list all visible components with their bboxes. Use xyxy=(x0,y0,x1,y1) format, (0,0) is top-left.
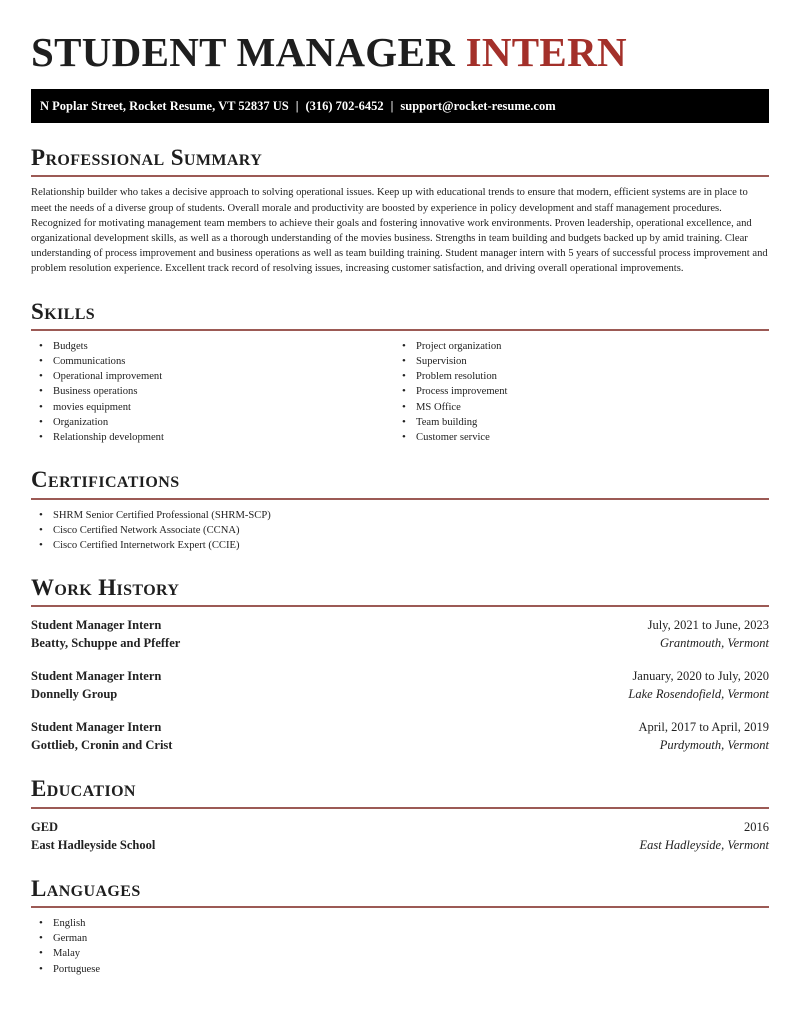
skill-item: • Organization xyxy=(31,415,400,430)
skill-item: • Team building xyxy=(400,415,769,430)
summary-text: Relationship builder who takes a decisive approach to solving operational issues. Keep up with educational trends to ensure that modern, efficient systems are in place to meet the needs of a diverse group of students. Overall morale and productivity are boosted by experience in policy development and staff management procedures. Recognized for motivating management team members to achieve their goals and fostering innovative work environments. Proven leadership, operational excellence, and organizational development skills, as well as a thorough understanding of the movies business. Strengths in team building and budgets backed up by amid training. Clear understanding of process improvement and business operations as well as team building training. Student manager intern with 5 years of successful process improvement and problem resolution experience. Excellent track record of resolving issues, increasing customer satisfaction, and driving overall operational improvements. xyxy=(31,187,768,275)
skill-item: • Budgets xyxy=(31,339,400,354)
skills-column-right xyxy=(400,339,769,445)
contact-separator: | xyxy=(390,98,394,113)
skill-item: • Relationship development xyxy=(31,430,400,445)
skills-list-left xyxy=(31,339,400,445)
skill-item: • Operational improvement xyxy=(31,369,400,384)
skill-item: • Business operations xyxy=(31,384,400,399)
certification-item: • Cisco Certified Internetwork Expert (CCIE) xyxy=(31,538,769,553)
job-company: Gottlieb, Cronin and Crist xyxy=(31,738,173,753)
summary-section xyxy=(31,145,769,277)
skills-grid xyxy=(31,339,769,445)
certifications-list xyxy=(31,508,769,554)
language-item: • German xyxy=(31,931,769,946)
skill-item: • Supervision xyxy=(400,354,769,369)
summary-heading: Professional Summary xyxy=(31,145,769,177)
skill-item: • Problem resolution xyxy=(400,369,769,384)
skill-item: • Customer service xyxy=(400,430,769,445)
job-location: Purdymouth, Vermont xyxy=(659,738,769,753)
job-entry xyxy=(31,667,769,703)
work-history-heading: Work History xyxy=(31,575,769,607)
skills-list-right xyxy=(400,339,769,445)
skill-item: • MS Office xyxy=(400,400,769,415)
job-location: Grantmouth, Vermont xyxy=(659,636,769,651)
education-entry xyxy=(31,818,769,854)
skill-item: • Project organization xyxy=(400,339,769,354)
skill-item: • Communications xyxy=(31,354,400,369)
certifications-heading: Certifications xyxy=(31,467,769,499)
certification-item: • SHRM Senior Certified Professional (SHRM-SCP) xyxy=(31,508,769,523)
education-section xyxy=(31,776,769,853)
job-location: Lake Rosendofield, Vermont xyxy=(628,687,769,702)
candidate-name xyxy=(31,29,769,75)
contact-email: support@rocket-resume.com xyxy=(400,98,556,113)
languages-list xyxy=(31,916,769,977)
contact-separator: | xyxy=(295,98,299,113)
certifications-section xyxy=(31,467,769,553)
name-main: STUDENT MANAGER xyxy=(31,29,456,75)
contact-phone: (316) 702-6452 xyxy=(305,98,384,113)
job-entry xyxy=(31,718,769,754)
skills-column-left xyxy=(31,339,400,445)
education-location: East Hadleyside, Vermont xyxy=(639,837,769,852)
job-title: Student Manager Intern xyxy=(31,618,162,633)
name-accent: INTERN xyxy=(465,29,627,75)
education-school: East Hadleyside School xyxy=(31,837,156,852)
certification-item: • Cisco Certified Network Associate (CCNA) xyxy=(31,523,769,538)
job-entry xyxy=(31,616,769,652)
language-item: • Portuguese xyxy=(31,962,769,977)
languages-heading: Languages xyxy=(31,876,769,908)
job-dates: April, 2017 to April, 2019 xyxy=(638,720,769,735)
skills-heading: Skills xyxy=(31,299,769,331)
education-year: 2016 xyxy=(744,819,769,834)
skill-item: • movies equipment xyxy=(31,400,400,415)
education-heading: Education xyxy=(31,776,769,808)
languages-section xyxy=(31,876,769,977)
work-history-section xyxy=(31,575,769,754)
job-company: Donnelly Group xyxy=(31,687,118,702)
language-item: • English xyxy=(31,916,769,931)
skill-item: • Process improvement xyxy=(400,384,769,399)
job-company: Beatty, Schuppe and Pfeffer xyxy=(31,636,181,651)
contact-address: N Poplar Street, Rocket Resume, VT 52837 US xyxy=(40,98,289,113)
job-dates: July, 2021 to June, 2023 xyxy=(647,618,769,633)
job-title: Student Manager Intern xyxy=(31,669,162,684)
job-dates: January, 2020 to July, 2020 xyxy=(632,669,769,684)
skills-section xyxy=(31,299,769,446)
job-title: Student Manager Intern xyxy=(31,720,162,735)
education-degree: GED xyxy=(31,819,59,834)
contact-bar xyxy=(31,89,769,123)
language-item: • Malay xyxy=(31,946,769,961)
